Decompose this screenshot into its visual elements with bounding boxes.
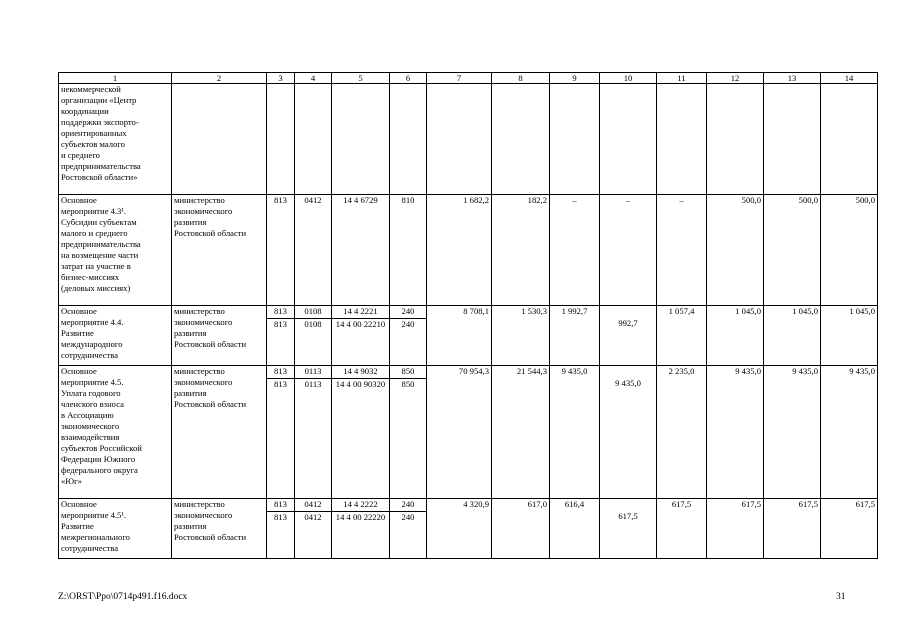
event-name-cell: Основное мероприятие 4.5. Уплата годового членского взноса в Ассоциацию экономического взаимодействия субъектов Российской Федерации Южного федерального округа «Юг» [59, 366, 172, 499]
amount-cell [821, 306, 878, 366]
section-code-cell [295, 306, 332, 366]
header-cell: 14 [821, 73, 878, 84]
target-article-cell [332, 366, 390, 499]
amount-value: 617,0 [527, 499, 547, 509]
amount-cell [657, 306, 707, 366]
amount-value: 9 435,0 [792, 366, 818, 376]
header-cell: 12 [707, 73, 764, 84]
code-line: 813 [274, 499, 287, 509]
code-line: 0412 [304, 499, 322, 509]
amount-cell [550, 366, 600, 499]
code-line: 0412 [304, 195, 322, 205]
amount-cell [764, 306, 821, 366]
amount-value: 182,2 [527, 195, 547, 205]
code-line: 14 4 9032 [343, 366, 378, 376]
target-article-cell [332, 499, 390, 559]
table-row [59, 366, 878, 499]
code-line: 240 [390, 511, 426, 524]
amount-value: 4 320,9 [463, 499, 489, 509]
section-code-cell [295, 366, 332, 499]
amount-value: 9 435,0 [735, 366, 761, 376]
amount-cell [427, 366, 492, 499]
code-line: 14 4 00 22210 [332, 318, 389, 331]
amount-cell [764, 195, 821, 306]
expense-type-cell [390, 499, 427, 559]
amount-cell [600, 306, 657, 366]
amount-cell [764, 499, 821, 559]
code-line: 850 [390, 378, 426, 391]
grbs-code-cell [267, 195, 295, 306]
code-line: 240 [401, 306, 415, 316]
amount-cell [764, 366, 821, 499]
empty-cell [332, 84, 390, 195]
header-cell: 2 [172, 73, 267, 84]
empty-cell [492, 84, 550, 195]
header-cell: 11 [657, 73, 707, 84]
table-row [59, 499, 878, 559]
empty-cell [821, 84, 878, 195]
amount-cell [550, 195, 600, 306]
amount-value: 617,5 [855, 499, 875, 509]
amount-value: 617,5 [798, 499, 818, 509]
amount-value: 992,7 [618, 318, 638, 328]
code-line: 0108 [295, 318, 331, 331]
code-line: 813 [274, 195, 287, 205]
budget-table [58, 72, 878, 559]
amount-value: 617,5 [741, 499, 761, 509]
event-name-cell: некоммерческой организации «Центр координации поддержки экспорто- ориентированных субъектов малого и среднего предпринимательства Ростовской области» [59, 84, 172, 195]
amount-value: 500,0 [798, 195, 818, 205]
amount-cell [707, 499, 764, 559]
code-line: 813 [267, 378, 294, 391]
code-line: 14 4 00 22220 [332, 511, 389, 524]
amount-cell [427, 306, 492, 366]
amount-cell [657, 195, 707, 306]
executor-cell: министерство экономического развития Ростовской области [172, 306, 267, 366]
amount-value: 9 435,0 [615, 378, 641, 388]
empty-cell [172, 84, 267, 195]
empty-cell [390, 84, 427, 195]
amount-cell [492, 499, 550, 559]
amount-cell [492, 366, 550, 499]
code-line: 810 [401, 195, 415, 205]
amount-value: – [625, 195, 631, 205]
amount-value: 21 544,3 [516, 366, 547, 376]
grbs-code-cell [267, 366, 295, 499]
document-path: Z:\ORST\Ppo\0714p491.f16.docx [58, 592, 188, 602]
code-line: 813 [267, 318, 294, 331]
code-line: 0113 [295, 378, 331, 391]
target-article-cell [332, 306, 390, 366]
empty-cell [764, 84, 821, 195]
amount-cell [707, 366, 764, 499]
expense-type-cell [390, 195, 427, 306]
header-cell: 3 [267, 73, 295, 84]
amount-value: 1 992,7 [561, 306, 588, 316]
header-cell: 4 [295, 73, 332, 84]
empty-cell [427, 84, 492, 195]
header-cell: 9 [550, 73, 600, 84]
executor-cell: министерство экономического развития Ростовской области [172, 499, 267, 559]
amount-cell [600, 499, 657, 559]
amount-cell [600, 366, 657, 499]
section-code-cell [295, 499, 332, 559]
table-row [59, 84, 878, 195]
code-line: 14 4 00 90320 [332, 378, 389, 391]
empty-cell [550, 84, 600, 195]
code-line: 850 [401, 366, 415, 376]
amount-cell [821, 499, 878, 559]
amount-cell [492, 195, 550, 306]
code-line: 14 4 2222 [343, 499, 378, 509]
amount-value: 9 435,0 [849, 366, 875, 376]
amount-value: 8 708,1 [463, 306, 489, 316]
expense-type-cell [390, 306, 427, 366]
amount-value: 9 435,0 [561, 366, 588, 376]
amount-value: 1 045,0 [849, 306, 875, 316]
amount-value: – [572, 195, 577, 205]
code-line: 813 [274, 366, 287, 376]
amount-cell [707, 195, 764, 306]
amount-value: 1 045,0 [792, 306, 818, 316]
amount-cell [427, 195, 492, 306]
event-name-cell: Основное мероприятие 4.4. Развитие международного сотрудничества [59, 306, 172, 366]
amount-cell [550, 499, 600, 559]
table-row [59, 306, 878, 366]
code-line: 14 4 2221 [343, 306, 378, 316]
empty-cell [657, 84, 707, 195]
amount-value: 616,4 [564, 499, 585, 509]
executor-cell: министерство экономического развития Ростовской области [172, 366, 267, 499]
amount-value: 1 057,4 [668, 306, 695, 316]
amount-cell [657, 499, 707, 559]
code-line: 813 [274, 306, 287, 316]
amount-value: 617,5 [671, 499, 692, 509]
event-name-cell: Основное мероприятие 4.5¹. Развитие межрегионального сотрудничества [59, 499, 172, 559]
code-line: 0412 [295, 511, 331, 524]
code-line: 0113 [304, 366, 322, 376]
code-line: 813 [267, 511, 294, 524]
header-cell: 1 [59, 73, 172, 84]
code-line: 240 [390, 318, 426, 331]
amount-cell [657, 366, 707, 499]
expense-type-cell [390, 366, 427, 499]
header-cell: 10 [600, 73, 657, 84]
header-cell: 7 [427, 73, 492, 84]
empty-cell [707, 84, 764, 195]
amount-cell [707, 306, 764, 366]
executor-cell: министерство экономического развития Ростовской области [172, 195, 267, 306]
amount-value: – [679, 195, 684, 205]
amount-value: 1 045,0 [735, 306, 761, 316]
amount-cell [821, 366, 878, 499]
amount-value: 500,0 [855, 195, 875, 205]
empty-cell [267, 84, 295, 195]
header-cell: 6 [390, 73, 427, 84]
amount-value: 617,5 [618, 511, 638, 521]
empty-cell [600, 84, 657, 195]
code-line: 240 [401, 499, 415, 509]
page-number: 31 [836, 592, 846, 602]
header-row [59, 73, 878, 84]
amount-value: 2 235,0 [668, 366, 695, 376]
empty-cell [295, 84, 332, 195]
grbs-code-cell [267, 499, 295, 559]
amount-cell [600, 195, 657, 306]
code-line: 0108 [304, 306, 322, 316]
amount-value: 500,0 [741, 195, 761, 205]
amount-value: 1 682,2 [463, 195, 489, 205]
header-cell: 8 [492, 73, 550, 84]
table-row [59, 195, 878, 306]
amount-cell [492, 306, 550, 366]
code-line: 14 4 6729 [343, 195, 378, 205]
amount-value: 1 530,3 [521, 306, 547, 316]
amount-value: 70 954,3 [458, 366, 489, 376]
header-cell: 13 [764, 73, 821, 84]
amount-cell [550, 306, 600, 366]
section-code-cell [295, 195, 332, 306]
event-name-cell: Основное мероприятие 4.3¹. Субсидии субъектам малого и среднего предпринимательства на возмещение части затрат на участие в бизнес-миссиях (деловых миссиях) [59, 195, 172, 306]
header-cell: 5 [332, 73, 390, 84]
target-article-cell [332, 195, 390, 306]
grbs-code-cell [267, 306, 295, 366]
amount-cell [427, 499, 492, 559]
amount-cell [821, 195, 878, 306]
